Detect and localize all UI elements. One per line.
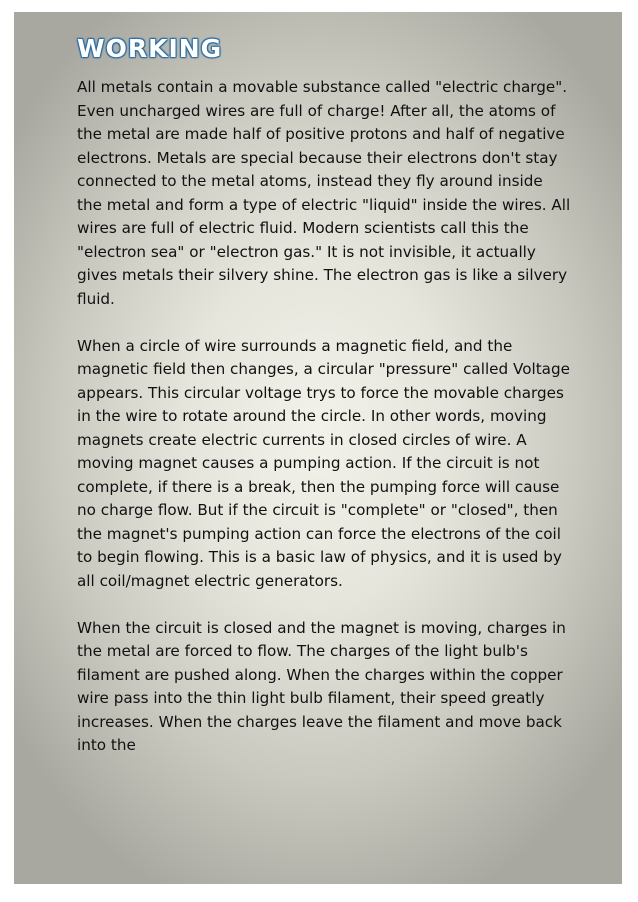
paragraph: When the circuit is closed and the magnet is moving, charges in the metal are forced to flow. The charges of the light bulb's filament are pushed along. When the charges within the copper wire pass into the thin light bulb filament, their speed greatly increases. When the charges leave the filament and move back into the bbox=[77, 618, 566, 754]
paragraph: All metals contain a movable substance called "electric charge". Even uncharged wires are full of charge! After all, the atoms of the metal are made half of positive protons and half of negative electrons. Metals are special because their electrons don't stay connected to the metal atoms, instead they fly around inside the metal and form a type of electric "liquid" inside the wires. All wires are full of electric fluid. Modern scientists call this the "electron sea" or "electron gas." It is not invisible, it actually gives metals their silvery shine. The electron gas is like a silvery fluid. bbox=[77, 78, 571, 308]
paragraph: When a circle of wire surrounds a magnetic field, and the magnetic field then changes, a circular "pressure" called Voltage appears. This circular voltage trys to force the movable charges in the wire to rotate around the circle. In other words, moving magnets create electric currents in closed circles of wire. A moving magnet causes a pumping action. If the circuit is not complete, if there is a break, then the pumping force will cause no charge flow. But if the circuit is "complete" or "closed", then the magnet's pumping action can force the electrons of the coil to begin flowing. This is a basic law of physics, and it is used by all coil/magnet electric generators. bbox=[77, 336, 570, 590]
body-text bbox=[77, 76, 572, 781]
document-page bbox=[14, 12, 622, 884]
page-title: WORKING bbox=[77, 34, 223, 63]
